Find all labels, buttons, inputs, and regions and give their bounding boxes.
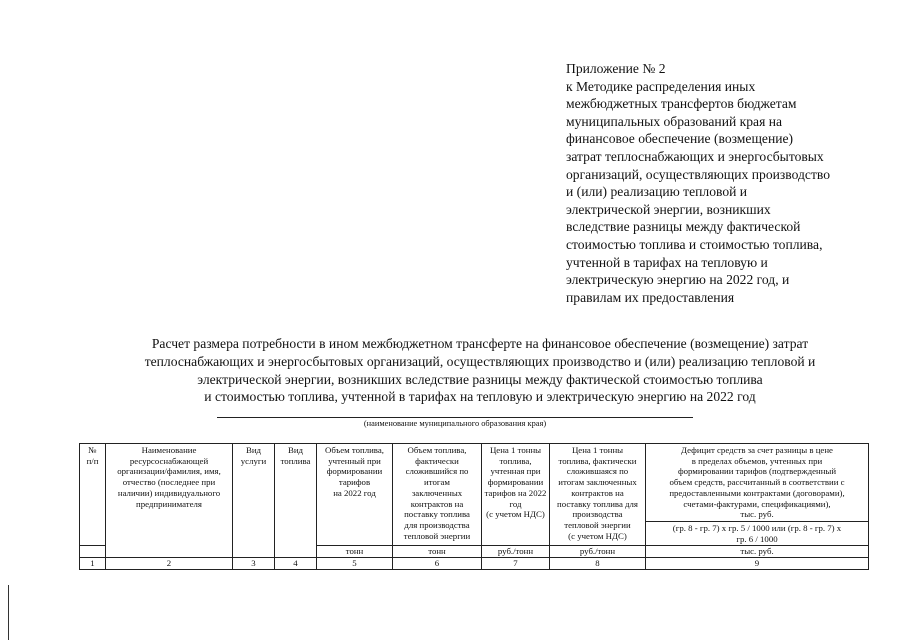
appendix-line: стоимостью топлива и стоимостью топлива,	[566, 236, 823, 252]
column-number: 2	[106, 558, 233, 570]
header-cell-tariff-price: Цена 1 тонны топлива, учтенная при формировании тарифов на 2022 год (с учетом НДС)	[482, 444, 550, 546]
header-cell-deficit-formula: (гр. 8 - гр. 7) х гр. 5 / 1000 или (гр. 8 - гр. 7) х гр. 6 / 1000	[646, 522, 869, 546]
scan-margin-line	[8, 585, 9, 640]
appendix-line: и (или) реализацию тепловой и	[566, 184, 748, 200]
units-cell	[80, 546, 106, 558]
appendix-line: вследствие разницы между фактической	[566, 219, 801, 235]
calculation-table	[79, 443, 869, 570]
units-cell: тыс. руб.	[646, 546, 869, 558]
appendix-line: Приложение № 2	[566, 61, 666, 76]
header-cell-tariff-volume: Объем топлива, учтенный при формировании тарифов на 2022 год	[317, 444, 393, 546]
appendix-line: правилам их предоставления	[566, 289, 735, 305]
column-number: 5	[317, 558, 393, 570]
header-cell-actual-volume: Объем топлива, фактически сложившийся по итогам заключенных контрактов на поставку топлива для производства тепловой энергии	[393, 444, 482, 546]
title-line: электрической энергии, возникших вследствие разницы между фактической стоимостью топлива	[197, 371, 763, 387]
appendix-line: электрической энергии, возникших	[566, 201, 771, 217]
header-row	[80, 444, 869, 522]
header-cell-deficit: Дефицит средств за счет разницы в цене в пределах объемов, учтенных при формировании тарифов (подтвержденный объем средств, рассчитанный в соответствии с предоставленными контрактами (договорами), счетами-фактурами, спецификациями), тыс. руб.	[646, 444, 869, 522]
header-cell-actual-price: Цена 1 тонны топлива, фактически сложившаяся по итогам заключенных контрактов на поставку топлива для производства тепловой энергии (с учетом НДС)	[550, 444, 646, 546]
column-number: 4	[275, 558, 317, 570]
appendix-line: муниципальных образований края на	[566, 113, 783, 129]
appendix-line: затрат теплоснабжающих и энергосбытовых	[566, 148, 824, 164]
appendix-header	[566, 60, 866, 306]
column-number: 8	[550, 558, 646, 570]
municipality-name-field[interactable]	[217, 417, 693, 418]
title-line: и стоимостью топлива, учтенной в тарифах на тепловую и электрическую энергию на 2022 год	[204, 389, 756, 405]
document-title	[60, 335, 900, 406]
units-cell: тонн	[393, 546, 482, 558]
municipality-caption: (наименование муниципального образования края)	[363, 419, 547, 428]
appendix-line: организаций, осуществляющих производство	[566, 166, 831, 182]
appendix-line: к Методике распределения иных	[566, 78, 756, 94]
header-cell-number: № п/п	[80, 444, 106, 546]
appendix-line: финансовое обеспечение (возмещение)	[566, 131, 794, 147]
title-line: Расчет размера потребности в ином межбюджетном трансферте на финансовое обеспечение (возмещение) затрат	[151, 336, 809, 351]
column-number: 7	[482, 558, 550, 570]
header-cell-organization: Наименование ресурсоснабжающей организации/фамилия, имя, отчество (последнее при наличии) индивидуального предпринимателя	[106, 444, 233, 558]
column-number: 6	[393, 558, 482, 570]
header-cell-fuel-type: Вид топлива	[275, 444, 317, 558]
appendix-line: электрическую энергию на 2022 год, и	[566, 272, 790, 288]
column-number-row	[80, 558, 869, 570]
appendix-line: учтенной в тарифах на тепловую и	[566, 254, 768, 270]
title-line: теплоснабжающих и энергосбытовых организаций, осуществляющих производство и (или) реализацию тепловой и	[144, 353, 816, 369]
units-cell: руб./тонн	[482, 546, 550, 558]
units-cell: тонн	[317, 546, 393, 558]
column-number: 9	[646, 558, 869, 570]
column-number: 1	[80, 558, 106, 570]
appendix-line: межбюджетных трансфертов бюджетам	[566, 96, 797, 112]
units-cell: руб./тонн	[550, 546, 646, 558]
header-cell-service-type: Вид услуги	[233, 444, 275, 558]
column-number: 3	[233, 558, 275, 570]
